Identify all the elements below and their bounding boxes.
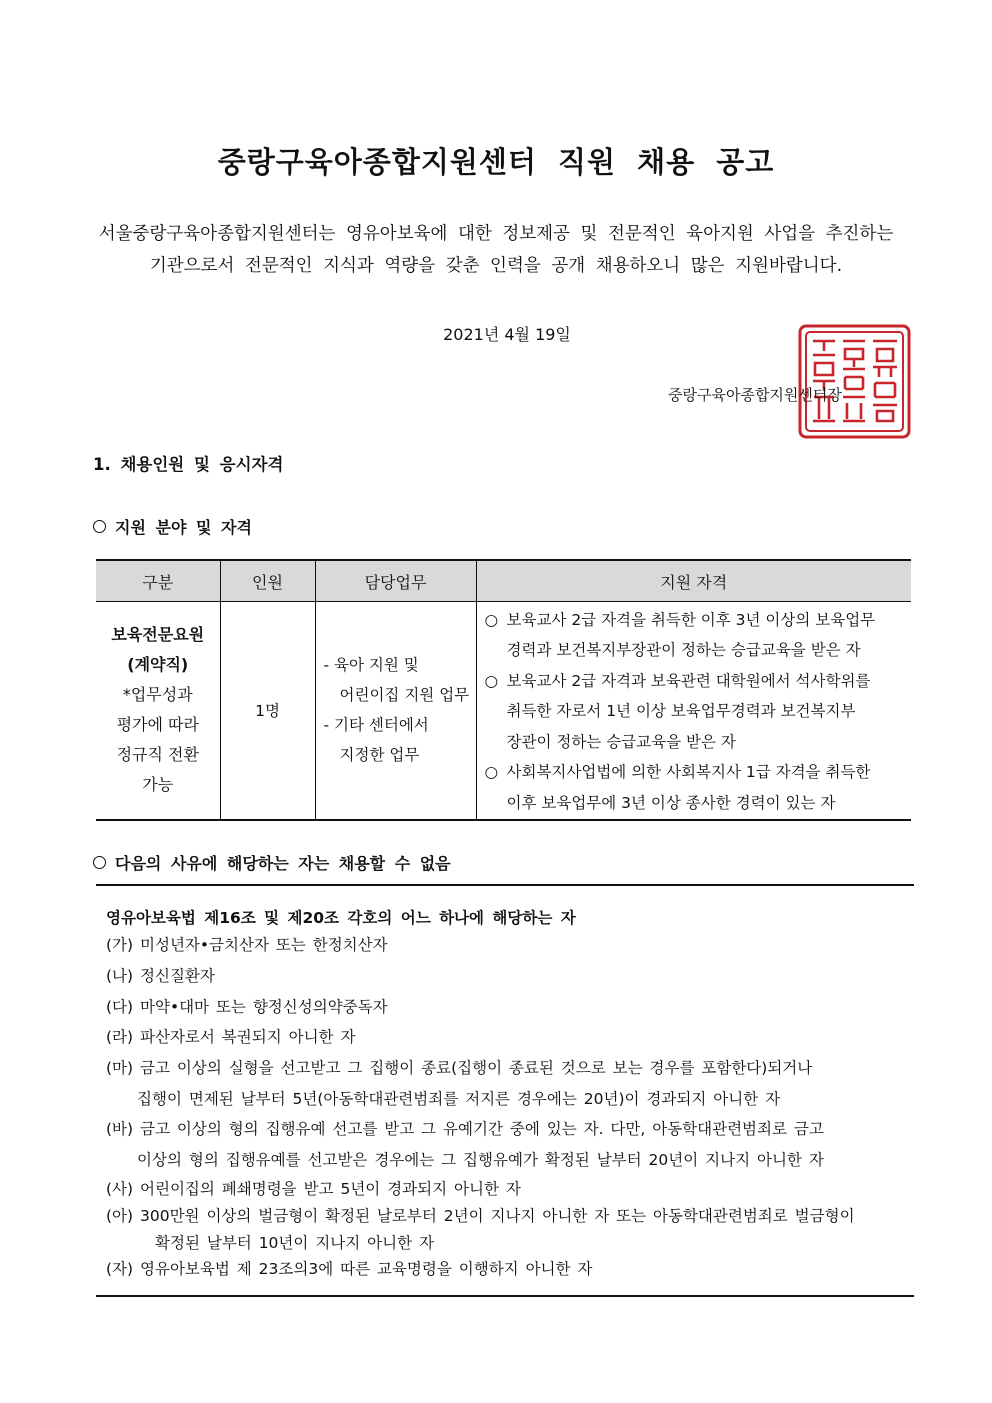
duty-line: - 기타 센터에서: [323, 716, 429, 735]
circle-bullet-icon: ○: [484, 671, 499, 690]
qualification-line: 보육교사 2급 자격을 취득한 이후 3년 이상의 보육업무: [506, 610, 876, 629]
table-row: [96, 602, 911, 820]
header-category: 구분: [96, 560, 220, 602]
list-item-continued: 집행이 면제된 날부터 5년(아동학대관련범죄를 저지른 경우에는 20년)이 경과되지 아니한 자: [137, 1090, 781, 1108]
category-note-2: 평가에 따라: [116, 715, 199, 735]
list-item: (다) 마약•대마 또는 향정신성의약중독자: [106, 998, 388, 1016]
header-qualifications: 지원 자격: [476, 560, 911, 602]
duty-line: 지정한 업무: [339, 746, 420, 765]
circle-bullet-icon: [93, 856, 106, 869]
subsection-disqualifications-label: 다음의 사유에 해당하는 자는 채용할 수 없음: [115, 854, 451, 873]
list-item: (나) 정신질환자: [106, 967, 215, 985]
category-note-3: 정규직 전환: [116, 745, 199, 765]
list-item: (라) 파산자로서 복권되지 아니한 자: [106, 1028, 356, 1046]
category-note-4: 가능: [142, 775, 174, 795]
qualification-line: 취득한 자로서 1년 이상 보육업무경력과 보건복지부: [506, 702, 856, 720]
list-item: (아) 300만원 이상의 벌금형이 확정된 날로부터 2년이 지나지 아니한 자 또는 아동학대관련범죄로 벌금형이: [106, 1207, 855, 1225]
list-item: (사) 어린이집의 폐쇄명령을 받고 5년이 경과되지 아니한 자: [106, 1180, 521, 1198]
list-item: (가) 미성년자•금치산자 또는 한정치산자: [106, 936, 388, 954]
qualification-line: 이후 보육업무에 3년 이상 종사한 경력이 있는 자: [506, 793, 836, 812]
subsection-qualifications: [93, 515, 252, 538]
category-cell: [96, 602, 220, 820]
page-title: 중랑구육아종합지원센터 직원 채용 공고: [217, 145, 775, 179]
table-header-row: [96, 560, 911, 602]
duty-line: - 육아 지원 및: [323, 656, 419, 675]
qualification-table: [96, 559, 911, 821]
qualification-item: [485, 666, 912, 758]
category-type: (계약직): [127, 655, 189, 675]
header-count: 인원: [220, 560, 315, 602]
circle-bullet-icon: [93, 520, 106, 533]
law-heading: 영유아보육법 제16조 및 제20조 각호의 어느 하나에 해당하는 자: [106, 909, 576, 927]
header-duties: 담당업무: [315, 560, 476, 602]
qualification-line: 장관이 정하는 승급교육을 받은 자: [506, 732, 736, 751]
announcement-date: 2021년 4월 19일: [443, 325, 571, 344]
subsection-disqualifications: [93, 851, 451, 874]
list-item: (자) 영유아보육법 제 23조의3에 따른 교육명령을 이행하지 아니한 자: [106, 1260, 593, 1278]
list-item: (바) 금고 이상의 형의 집행유예 선고를 받고 그 유예기간 중에 있는 자. 다만, 아동학대관련범죄로 금고: [106, 1120, 824, 1138]
divider-top: [96, 884, 914, 886]
circle-bullet-icon: ○: [484, 610, 499, 629]
official-seal-stamp: [797, 323, 912, 440]
list-item-continued: 확정된 날부터 10년이 지나지 아니한 자: [155, 1234, 434, 1252]
qualification-line: 보육교사 2급 자격과 보육관련 대학원에서 석사학위를: [506, 671, 871, 690]
qualification-item: [485, 757, 912, 818]
section-1-heading: 1. 채용인원 및 응시자격: [93, 455, 284, 474]
divider-bottom: [96, 1295, 914, 1297]
duties-cell: [315, 602, 476, 820]
subsection-qualifications-label: 지원 분야 및 자격: [115, 518, 252, 537]
intro-line-1: 서울중랑구육아종합지원센터는 영유아보육에 대한 정보제공 및 전문적인 육아지원 사업을 추진하는: [98, 224, 894, 244]
category-title: 보육전문요원: [111, 625, 205, 645]
qualification-line: 경력과 보건복지부장관이 정하는 승급교육을 받은 자: [506, 641, 861, 659]
qualification-line: 사회복지사업법에 의한 사회복지사 1급 자격을 취득한: [506, 763, 871, 781]
circle-bullet-icon: ○: [484, 763, 499, 781]
duty-line: 어린이집 지원 업무: [339, 686, 470, 705]
qualifications-cell: [476, 602, 911, 820]
category-note-1: *업무성과: [122, 685, 193, 705]
list-item-continued: 이상의 형의 집행유예를 선고받은 경우에는 그 집행유예가 확정된 날부터 20년이 지나지 아니한 자: [137, 1151, 824, 1169]
intro-line-2: 기관으로서 전문적인 지식과 역량을 갖춘 인력을 공개 채용하오니 많은 지원바랍니다.: [149, 256, 843, 276]
list-item: (마) 금고 이상의 실형을 선고받고 그 집행이 종료(집행이 종료된 것으로 보는 경우를 포함한다)되거나: [106, 1059, 813, 1077]
count-cell: 1명: [220, 602, 315, 820]
qualification-item: [485, 605, 912, 666]
issuer-name: 중랑구육아종합지원센터장: [668, 386, 842, 404]
